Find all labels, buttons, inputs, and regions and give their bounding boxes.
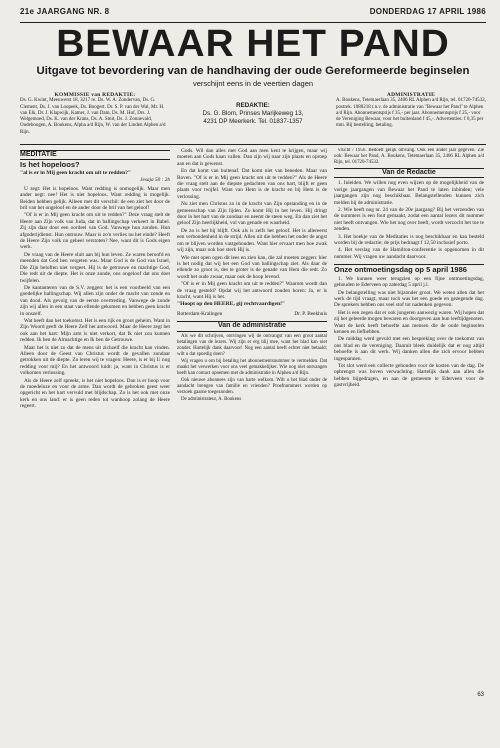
redactie-box bbox=[170, 92, 336, 144]
paragraph: "Of is er in Mij geen kracht om uit te redden?" Deze vraag stelt de Heere aan Zijn volk van Juda, dat in ballingschap verkeert in Babel. Zij zijn daar door een oordeel van God. Vanwege hun zonden. Hun afgoderijdienst. Hun ontrouw. Maar is zo'n verlies nu het einde? Heeft de Heere Zijn volk nu geheel verstoten? Nee, want dit is Gods eigen werk. bbox=[20, 212, 170, 251]
paragraph: U zegt: Het is hopeloos. Want redding is onmogelijk. Maar men ander negt: nee! Het is niet hopeloos. Want redding is mogelijk. Beiden hebben gelijk. Alleen met dit verschil: de een ziet het door de bril van het ongeloof en de ander door de bril van het geloof! bbox=[20, 185, 170, 212]
masthead-title: BEWAAR HET PAND bbox=[56, 23, 450, 65]
masthead-subtitle: Uitgave tot bevordering van de handhaving der oude Gereformeerde beginselen bbox=[36, 65, 470, 77]
meditatie-reference: Jesaja 50 : 2b bbox=[140, 177, 170, 184]
paragraph: Nu ziet men Christus zo in de kracht van Zijn opstanding en in de gemeenschap van Zijn lijden. Zo komt Hij in het leven. Hij dringt door in het hart van de zondaar en neemt de steen weg. En dan ziet het geloof Zijn heerlijkheid, vol van genade en waarheid. bbox=[177, 201, 327, 227]
page-number: 63 bbox=[477, 692, 484, 698]
paragraph: Gods. Wil dan alles met God aan men kent te krijgen, maar wij moeten aan Gods kaan vallen. Dan zijn wij naar zijn plaats en oproep aan en dat is gewenst. bbox=[177, 148, 327, 167]
paragraph: De belangstelling was niet bijzonder groot. We weten allen dat het werk de tijd vraagt, maar toch was het een goede en gezegende dag. De sprekers hebben ons veel stof tot nadenken gegeven. bbox=[334, 289, 484, 309]
paragraph: Wat heeft dan het toekomst. Het is een rijk en groot geheim. Want in Zijn Woord geeft de Heere Zelf het antwoord. Maar de Heere zegt het ook aan het hart: Mijn arm is niet verkort, dat Ik niet zou kunnen redden. Ik ben de Almachtige en Ik ben de Getrouwe. bbox=[20, 317, 170, 344]
signature-place: Rotterdam-Kralingen bbox=[177, 310, 223, 317]
paragraph: Wij vragen u om bij betaling het abonnementsnummer te vermelden. Dat maakt het verwerken voor ons veel gemakkelijker. Wie nog niet ontvangen heeft kan contact opnemen met de administratie in Alphen a/d Rijn. bbox=[177, 358, 327, 376]
redactie-line1: Ds. G. Blom, Prinses Marijkeweg 13, bbox=[202, 110, 304, 117]
paragraph: De zo is het bij blijft. Ook als is zelfs het geloof. Het is allereerst een verbondenheid in de strijd. Allen uit die hebben het onder de angst om te blijven worden vastgehouden. Want hier ervaart men hoe zwak wij zijn, maar ook hoe sterk Hij is. bbox=[177, 227, 327, 254]
paragraph: Het is een zegen dat er ook jongeren aanwezig waren. Wij hopen dat zij het geleerde mogen bewaren en doorgeven aan hun leeftijdgenoten. Want de kerk heeft behoefte aan mensen die de oude beginselen kennen en liefhebben. bbox=[334, 309, 484, 335]
redactie-line2: 4231 DP Meerkerk. Tel. 01837-1357 bbox=[203, 118, 303, 125]
paragraph: De kantanteren van de S.V. zeggen: het is een voorbeeld van een goedelijke ballingschap. Wij allen zijn onder de macht van zonde en van dood. Als gevolg van de eerste overtreding. Vanwege de zonde zijn wij allen in een staat van ellende gekomen en hebben geen kracht in onszelf. bbox=[20, 284, 170, 317]
meditatie-heading: MEDITATIE bbox=[20, 150, 170, 160]
paragraph: Wie met open ogen dit lees en zien kan, die zal moeten zeggen: hier is het nodig dat wij het een God van ballingschap ziet. Als daar de ellende zo groot is, des te groter is de genade van Hem die redt. Zo wordt het oude zwaar, maar ook de hoop levend. bbox=[177, 254, 327, 280]
redactie-section-heading: Van de Redactie bbox=[334, 168, 484, 178]
meditatie-quote: "al is er in Mij geen kracht om uit te redden?" bbox=[20, 169, 132, 176]
masthead-frequency: verschijnt eens in de veertien dagen bbox=[192, 79, 314, 88]
column-2 bbox=[177, 148, 327, 748]
redactie-heading: REDAKTIE: bbox=[236, 102, 270, 109]
ontmoetingsdag-title: Onze ontmoetingsdag op 5 april 1986 bbox=[334, 264, 484, 273]
issue-date: DONDERDAG 17 APRIL 1986 bbox=[369, 6, 486, 16]
issue-number: 21e JAARGANG NR. 8 bbox=[20, 6, 110, 16]
paragraph: Ook nieuwe abonnees zijn van harte welkom. Wilt u het blad onder de aandacht brengen van familie en vrienden? Proefnummers worden op verzoek gaarne toegezonden. bbox=[177, 377, 327, 395]
paragraph: De vraag van de Heere sluit aan bij hun leven. Ze waren beroofd en meenden dat God hen vergeten was. Maar God is de God van Israel, Die Zijn beloften niet vergeet. Hij is de getrouwe en machtige God, Die redt uit de diepte. Het is onze zonde, ons ongeloof dat ons doet twijfelen. bbox=[20, 251, 170, 284]
administratie-box bbox=[336, 92, 486, 144]
closing-quote: "Hoopt op den HEERE, gij rechtvaardigen!" bbox=[177, 301, 286, 308]
paragraph: De middag werd gevuld met een bespreking over de toekomst van ons blad en de vereniging. Daaruit bleek duidelijk dat er nog altijd behoefte is aan dit werk. Wij danken allen die zich ervoor hebben ingespannen. bbox=[334, 336, 484, 362]
paragraph: 1. We kunnen weer terugzien op een fijne ontmoetingsdag, gehouden te Ederveen op zaterdag 5 april j.l. bbox=[334, 275, 484, 289]
administratie-heading: ADMINISTRATIE bbox=[386, 92, 436, 98]
column-3 bbox=[334, 148, 484, 748]
administratie-text: A. Boukens, Tetemaerlaan 35, 2406 RL Alphen a/d Rijn, tel. 01720-74532, postrek. 1080218 t.n.v. de administratie van "Bewaar het Pand" te Alphen a/d Rijn. Abonnementsprijs f 35,- per jaar. Abonnementsprijs f 25,- voor de Vereniging Bewaar, voor het buitenland f 45,-. Advertenties: f 0,35 per mm. Bij bestelling, betaling. bbox=[336, 98, 486, 129]
paragraph: 1. Inleiden. We willen nog even wijzen op de mogelijkheid van de vorige jaargangen van Bewaar het Pand te laten inbinden; vele jaargangen zijn nog beschikbaar. Belangstellenden kunnen zich melden bij de administratie. bbox=[334, 180, 484, 206]
paragraph: Tot slot werd een collecte gehouden voor de kosten van de dag. De opbrengst was boven verwachting. Hartelijk dank aan allen die hebben bijgedragen, en aan de gemeente te Ederveen voor de gastvrijheid. bbox=[334, 362, 484, 389]
paragraph: "Of is er in Mij geen kracht om uit te redden?" Waarom wordt dan de vraag gesteld? Opdat wij het antwoord zouden horen: Ja, er is kracht, want Hij is het. bbox=[177, 281, 327, 300]
paragraph: Maar het is niet zo dat de mens uit zichzelf die kracht kan vinden. Alleen door de Geest van Christus wordt de gevallen zondaar getrokken uit de diepte. Zo leren wij te vragen: Heere, is er bij U nog redding voor mij? En het antwoord luidt: ja, want in Christus is er volkomen verlossing. bbox=[20, 344, 170, 377]
meditatie-title: Is het hopeloos? bbox=[20, 160, 80, 170]
paragraph: 4. Het verslag van de Hamilton-conferentie is opgenomen in dit nummer. Wij vragen uw aandacht daarvoor. bbox=[334, 247, 484, 260]
paragraph: Als de Heere zelf spreekt, is het niet hopeloos. Dan is er hoop voor de moedeloze en voor de arme. Dan wordt de gebroken geest weer opgericht en het hart vervuld met blijdschap. Zo is het ook met onze kerk en ons land: er is geen reden tot wanhoop zolang de Heere regeert. bbox=[20, 377, 170, 410]
administratie-section-heading: Van de administratie bbox=[177, 321, 327, 331]
commissie-heading: KOMMISSIE van REDAKTIE: bbox=[54, 92, 136, 98]
signature-name: Dr. P. Beekhuis bbox=[294, 310, 327, 317]
signature bbox=[177, 311, 327, 317]
commissie-text: Ds. G. Kwint, Meeuwerst 18, 3217 re. Ds. W. A. Zondervan, Ds. G. Clement, Ds. J. van Loopeek, Ds. Boogert. Dr. S. P. van der Wal, Mr. H. van Elk, Dr. J. Klapwijk, Kamer, J. van Dam, Ds. M. Hof, Drs. J. Welgemoed, Ds. K. van der Krans, Ds. A. Smit, Ds. J. Zonnevald, Oudeboogen, A. Boukens, Alpha a/d Rijn, W. van der Linden Alphen a/d Rijn. bbox=[20, 98, 166, 135]
column-1 bbox=[20, 148, 170, 748]
paragraph: 2. Wie heeft nog nr. 24 van de 20e jaargang? Bij het verzenden van de nummers is een fout gemaakt, zodat een aantal lezers dit nummer niet heeft ontvangen. Wie het nog over heeft, wordt verzocht het toe te zenden. bbox=[334, 207, 484, 233]
info-band bbox=[20, 92, 486, 145]
paragraph: 3. Het boekje van de Meditaties is nog beschikbaar en kan besteld worden bij de redactie; de prijs bedraagt f 12,50 inclusief porto. bbox=[334, 233, 484, 247]
article-columns bbox=[20, 148, 486, 748]
paragraph: De administrateur, A. Boukens bbox=[181, 396, 242, 402]
commissie-box bbox=[20, 92, 170, 144]
paragraph: Als we dit schrijven, ontvingen wij de ontvangst van een groot aantal betalingen van de lezers. Wij zijn er erg blij mee, want het blad kan niet zonder. Hartelijk dank daarvoor! Nog een aantal heeft echter niet betaald; wilt u dat spoedig doen? bbox=[177, 333, 327, 357]
paragraph: vrucht / 1956. Bedoelt gelijk omvang. Ook een ander jaar gegeven. Zie ook: Bewaar het Pand, A. Boukens, Tetemaerlaan 35, 2406 RL Alphen a/d Rijn, tel. 01720-74532. bbox=[334, 148, 484, 165]
paragraph: En dat komt van buitenaf. Dat komt niet van beneden. Maar van Boven. "Of is er in Mij geen kracht om uit te redden?" Als de Heere die vraag stelt aan de diepste gedachten van ons hart, blijft er geen plaats voor twijfel. Want van Hem is de kracht en bij Hem is de verlossing. bbox=[177, 168, 327, 200]
top-bar bbox=[20, 0, 486, 23]
